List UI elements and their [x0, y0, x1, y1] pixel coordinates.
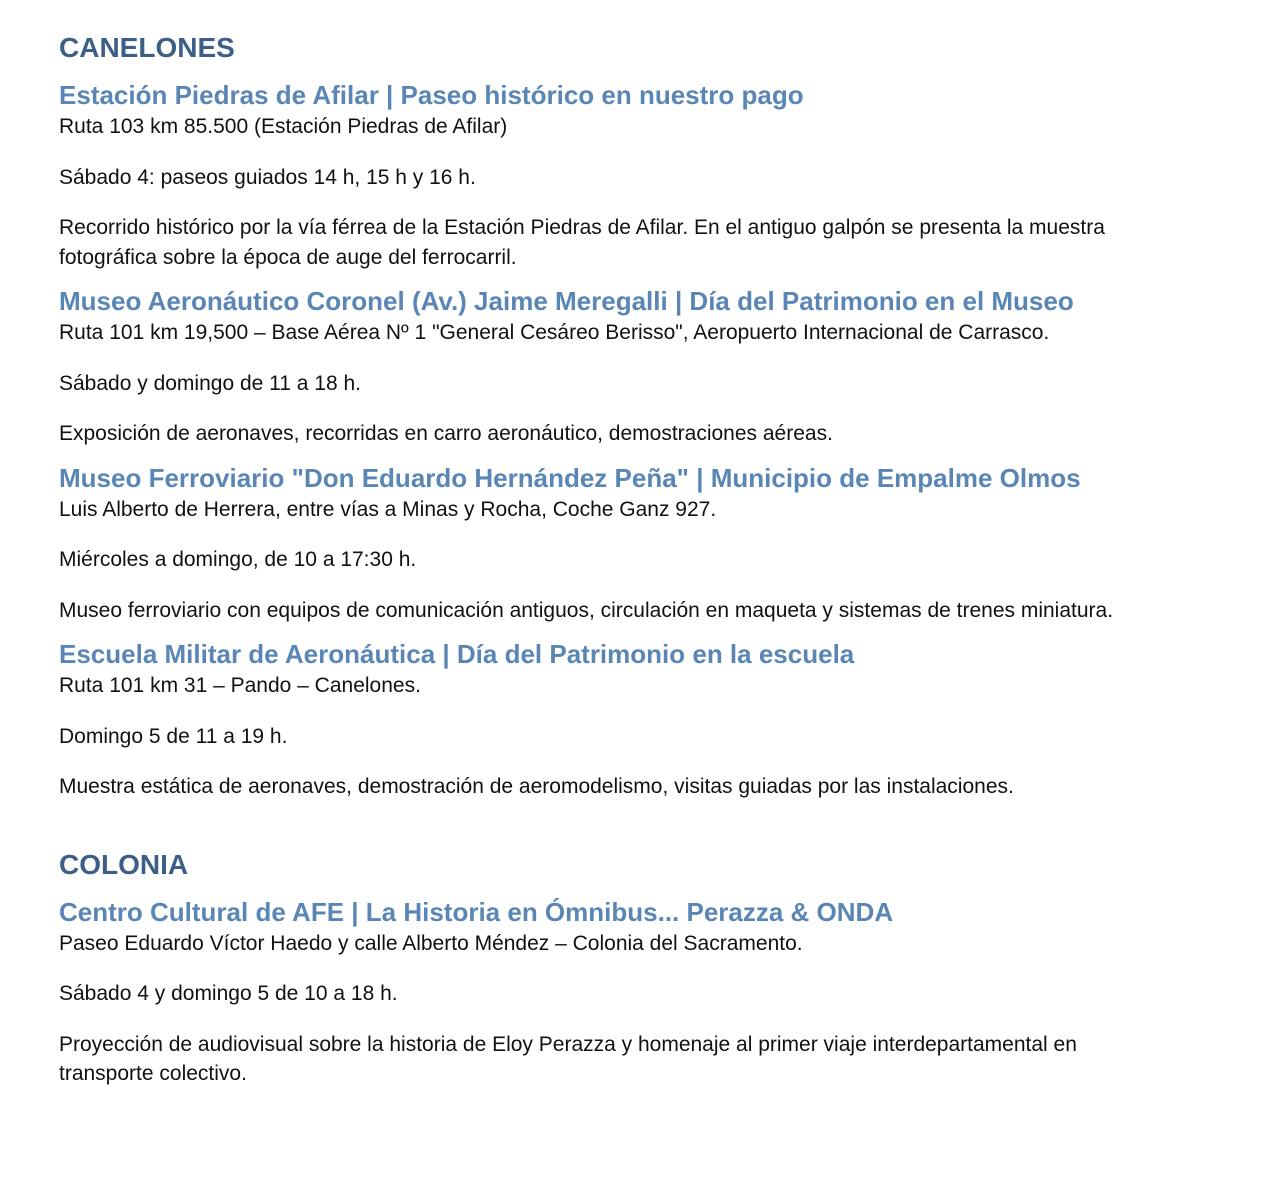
- event-address: Ruta 103 km 85.500 (Estación Piedras de Afilar): [59, 115, 508, 138]
- event-item: [59, 461, 1232, 626]
- event-description-line: Muestra estática de aeronaves, demostración de aeromodelismo, visitas guiadas por las instalaciones.: [59, 775, 1014, 798]
- event-title: Museo Ferroviario "Don Eduardo Hernández Peña" | Municipio de Empalme Olmos: [59, 462, 1081, 493]
- event-schedule: Sábado y domingo de 11 a 18 h.: [59, 371, 362, 395]
- event-description-line: transporte colectivo.: [59, 1062, 247, 1085]
- event-address: Ruta 101 km 19,500 – Base Aérea Nº 1 "General Cesáreo Berisso", Aeropuerto Internacional de Carrasco.: [59, 321, 1050, 344]
- event-address: Luis Alberto de Herrera, entre vías a Minas y Rocha, Coche Ganz 927.: [59, 497, 717, 521]
- event-address: Paseo Eduardo Víctor Haedo y calle Alberto Méndez – Colonia del Sacramento.: [59, 931, 803, 955]
- event-item: [59, 895, 1232, 1089]
- section-title: CANELONES: [59, 32, 235, 63]
- event-description-line: fotográfica sobre la época de auge del ferrocarril.: [59, 245, 517, 269]
- event-title: Centro Cultural de AFE | La Historia en Ómnibus... Perazza & ONDA: [59, 896, 894, 927]
- event-title: Estación Piedras de Afilar | Paseo histórico en nuestro pago: [59, 80, 804, 110]
- event-item: [59, 284, 1232, 449]
- event-item: [59, 637, 1232, 802]
- event-address: Ruta 101 km 31 – Pando – Canelones.: [59, 674, 421, 697]
- event-title: Escuela Militar de Aeronáutica | Día del Patrimonio en la escuela: [59, 639, 855, 669]
- section-title: COLONIA: [59, 848, 189, 880]
- event-title: Museo Aeronáutico Coronel (Av.) Jaime Meregalli | Día del Patrimonio en el Museo: [59, 286, 1074, 316]
- section-canelones: [59, 28, 1232, 802]
- event-schedule: Domingo 5 de 11 a 19 h.: [59, 724, 288, 748]
- event-description-line: Recorrido histórico por la vía férrea de la Estación Piedras de Afilar. En el antiguo galpón se presenta la muestra: [59, 216, 1105, 239]
- event-schedule: Sábado 4 y domingo 5 de 10 a 18 h.: [59, 982, 398, 1005]
- event-description-line: Proyección de audiovisual sobre la historia de Eloy Perazza y homenaje al primer viaje interdepartamental en: [59, 1032, 1077, 1056]
- event-item: [59, 78, 1232, 272]
- section-colonia: [59, 845, 1232, 1089]
- event-description-line: Exposición de aeronaves, recorridas en carro aeronáutico, demostraciones aéreas.: [59, 422, 833, 445]
- event-schedule: Miércoles a domingo, de 10 a 17:30 h.: [59, 548, 417, 571]
- event-description-line: Museo ferroviario con equipos de comunicación antiguos, circulación en maqueta y sistemas de trenes miniatura.: [59, 598, 1114, 622]
- event-schedule: Sábado 4: paseos guiados 14 h, 15 h y 16 h.: [59, 165, 476, 189]
